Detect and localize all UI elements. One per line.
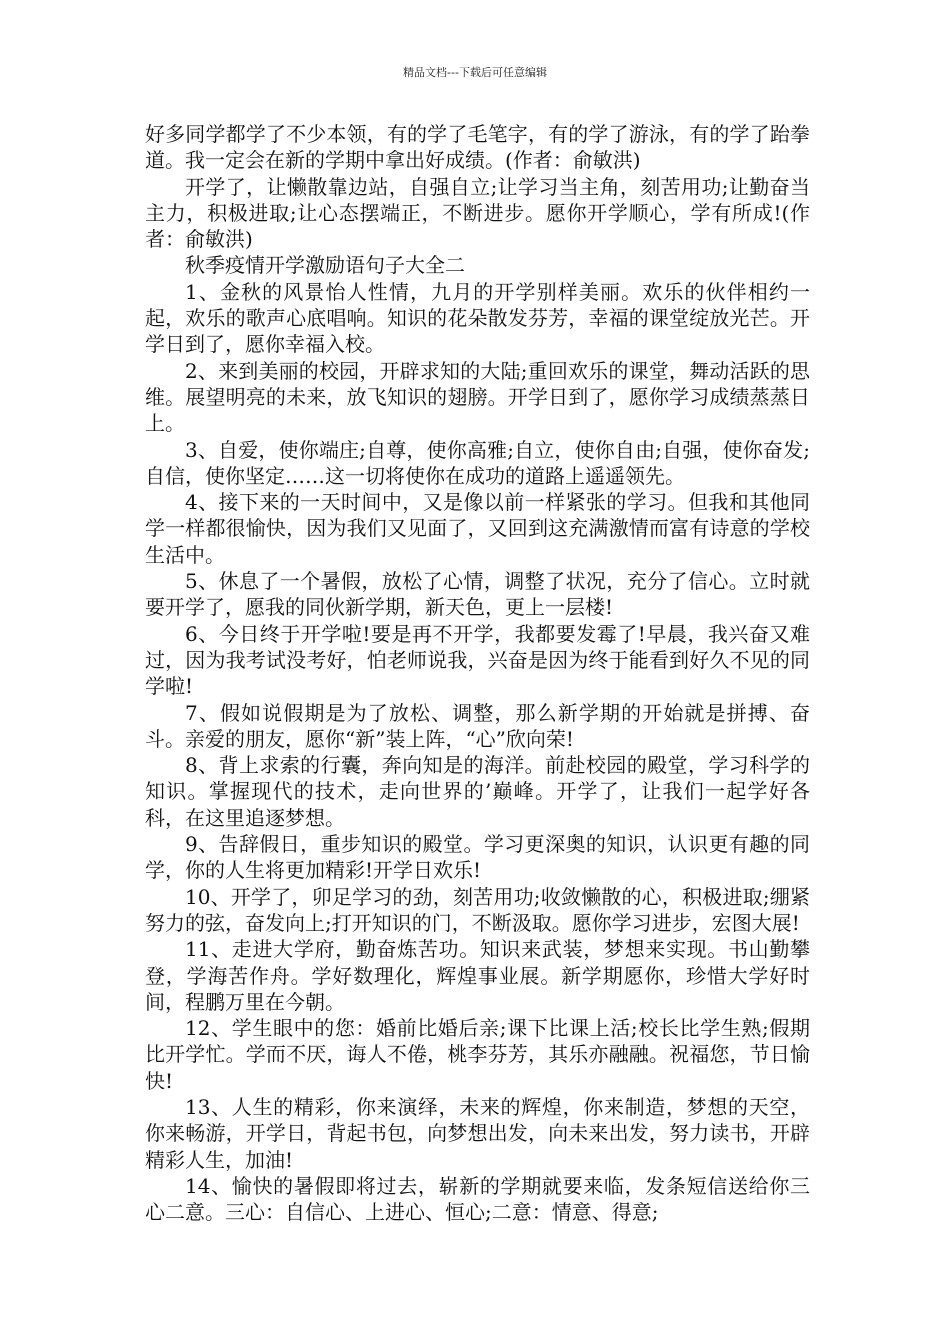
paragraph: 11、走进大学府，勤奋炼苦功。知识来武装，梦想来实现。书山勤攀登，学海苦作舟。学好数理化，辉煌事业展。新学期愿你，珍惜大学好时间，程鹏万里在今朝。 [145, 937, 810, 1014]
paragraph: 4、接下来的一天时间中，又是像以前一样紧张的学习。但我和其他同学一样都很愉快，因为我们又见面了，又回到这充满激情而富有诗意的学校生活中。 [145, 490, 810, 567]
paragraph: 开学了，让懒散靠边站，自强自立;让学习当主角，刻苦用功;让勤奋当主力，积极进取;让心态摆端正，不断进步。愿你开学顺心，学有所成!(作者：俞敏洪) [145, 174, 810, 252]
paragraph: 13、人生的精彩，你来演绎，未来的辉煌，你来制造，梦想的天空，你来畅游，开学日，背起书包，向梦想出发，向未来出发，努力读书，开辟精彩人生，加油! [145, 1094, 810, 1172]
paragraph: 10、开学了，卯足学习的劲，刻苦用功;收敛懒散的心，积极进取;绷紧努力的弦，奋发向上;打开知识的门，不断汲取。愿你学习进步，宏图大展! [145, 884, 810, 935]
paragraph: 9、告辞假日，重步知识的殿堂。学习更深奥的知识，认识更有趣的同学，你的人生将更加精彩!开学日欢乐! [145, 832, 810, 883]
paragraph: 6、今日终于开学啦!要是再不开学，我都要发霉了!早晨，我兴奋又难过，因为我考试没考好，怕老师说我，兴奋是因为终于能看到好久不见的同学啦! [145, 621, 810, 699]
document-body [145, 121, 810, 1225]
paragraph: 3、自爱，使你端庄;自尊，使你高雅;自立，使你自由;自强，使你奋发;自信，使你坚定……这一切将使你在成功的道路上遥遥领先。 [145, 437, 810, 488]
paragraph: 5、休息了一个暑假，放松了心情，调整了状况，充分了信心。立时就要开学了，愿我的同伙新学期，新天色，更上一层楼! [145, 569, 810, 620]
paragraph: 14、愉快的暑假即将过去，崭新的学期就要来临，发条短信送给你三心二意。三心：自信心、上进心、恒心;二意：情意、得意; [145, 1173, 810, 1225]
paragraph: 好多同学都学了不少本领，有的学了毛笔字，有的学了游泳，有的学了跆拳道。我一定会在新的学期中拿出好成绩。(作者：俞敏洪) [145, 122, 810, 173]
paragraph: 12、学生眼中的您：婚前比婚后亲;课下比课上活;校长比学生熟;假期比开学忙。学而不厌，诲人不倦，桃李芬芳，其乐亦融融。祝福您，节日愉快! [145, 1016, 810, 1093]
paragraph: 1、金秋的风景怡人性情，九月的开学别样美丽。欢乐的伙伴相约一起，欢乐的歌声心底唱响。知识的花朵散发芬芳，幸福的课堂绽放光芒。开学日到了，愿你幸福入校。 [145, 279, 810, 357]
paragraph: 2、来到美丽的校园，开辟求知的大陆;重回欢乐的课堂，舞动活跃的思维。展望明亮的未来，放飞知识的翅膀。开学日到了，愿你学习成绩蒸蒸日上。 [145, 358, 810, 436]
paragraph: 8、背上求索的行囊，奔向知是的海洋。前赴校园的殿堂，学习科学的知识。掌握现代的技术，走向世界的’巅峰。开学了，让我们一起学好各科，在这里追逐梦想。 [145, 753, 810, 830]
section-heading: 秋季疫情开学激励语句子大全二 [185, 253, 465, 278]
page-header: 精品文档---下载后可任意编辑 [403, 66, 547, 79]
paragraph: 7、假如说假期是为了放松、调整，那么新学期的开始就是拼搏、奋斗。亲爱的朋友，愿你“新”装上阵，“心”欣向荣! [145, 700, 810, 751]
